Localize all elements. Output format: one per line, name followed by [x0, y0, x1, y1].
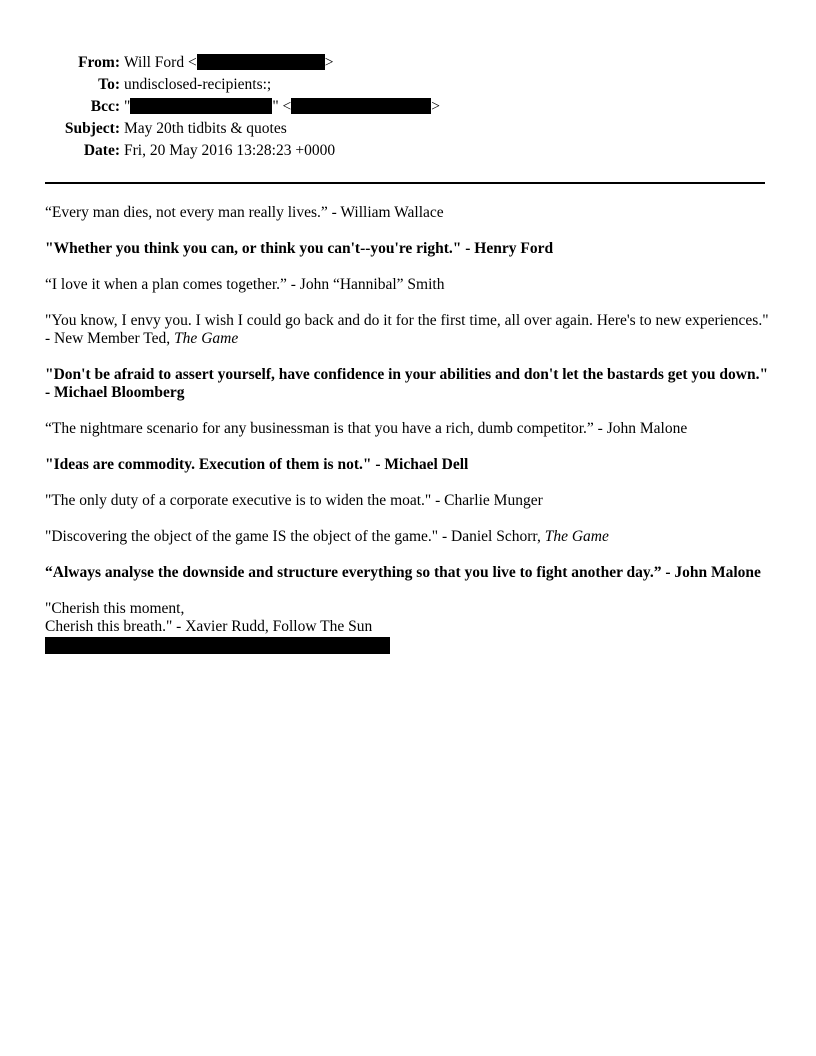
signoff	[45, 600, 770, 654]
quote-paragraph	[45, 366, 770, 402]
signoff-line-1: "Cherish this moment,	[45, 600, 185, 617]
subject-row	[40, 118, 440, 140]
quote-text: “Every man dies, not every man really lives.” - William Wallace	[45, 204, 444, 221]
email-body	[45, 204, 770, 654]
quote-text: "Discovering the object of the game IS the object of the game." - Daniel Schorr,	[45, 528, 545, 545]
bcc-row	[40, 96, 440, 118]
quote-text: "Ideas are commodity. Execution of them is not." - Michael Dell	[45, 456, 469, 473]
bcc-close: >	[431, 98, 441, 115]
redacted-signature	[45, 637, 390, 654]
quote-paragraph	[45, 420, 770, 438]
to-value: undisclosed-recipients:;	[124, 76, 272, 93]
quote-text: “Always analyse the downside and structure everything so that you live to fight another day.” - John Malone	[45, 564, 761, 581]
quote-text: "Whether you think you can, or think you can't--you're right." - Henry Ford	[45, 240, 554, 257]
from-label: From:	[78, 54, 120, 71]
header-divider	[45, 182, 765, 184]
quote-paragraph	[45, 276, 770, 294]
redacted-bcc-email	[291, 98, 431, 114]
redacted-from-email	[197, 54, 325, 70]
quote-source-title: The Game	[174, 330, 239, 347]
quote-paragraph	[45, 204, 770, 222]
to-row	[40, 74, 440, 96]
quote-paragraph	[45, 528, 770, 546]
signoff-line-2: Cherish this breath." - Xavier Rudd, Follow The Sun	[45, 618, 373, 635]
bcc-label: Bcc:	[90, 98, 120, 115]
date-row	[40, 140, 440, 162]
quote-paragraph	[45, 240, 770, 258]
quote-paragraph	[45, 492, 770, 510]
quote-text: “I love it when a plan comes together.” - John “Hannibal” Smith	[45, 276, 445, 293]
quote-text: "Don't be afraid to assert yourself, have confidence in your abilities and don't let the bastards get you down." - Michael Bloomberg	[45, 366, 769, 401]
quote-text: “The nightmare scenario for any businessman is that you have a rich, dumb competitor.” - John Malone	[45, 420, 688, 437]
from-close: >	[324, 54, 334, 71]
redacted-bcc-name	[130, 98, 272, 114]
bcc-mid: " <	[272, 98, 292, 115]
quote-paragraph	[45, 456, 770, 474]
subject-label: Subject:	[64, 120, 120, 137]
from-row	[40, 52, 440, 74]
to-label: To:	[98, 76, 120, 93]
subject-value: May 20th tidbits & quotes	[124, 120, 287, 137]
quote-paragraph	[45, 564, 770, 582]
quote-source-title: The Game	[544, 528, 609, 545]
quote-text: "You know, I envy you. I wish I could go back and do it for the first time, all over again. Here's to new experiences." - New Member Ted,	[45, 312, 769, 347]
quote-paragraph	[45, 312, 770, 348]
email-headers	[40, 52, 440, 162]
from-name: Will Ford <	[124, 54, 197, 71]
date-label: Date:	[83, 142, 120, 159]
date-value: Fri, 20 May 2016 13:28:23 +0000	[124, 142, 336, 159]
quote-text: "The only duty of a corporate executive is to widen the moat." - Charlie Munger	[45, 492, 543, 509]
bcc-open-quote: "	[124, 98, 131, 115]
